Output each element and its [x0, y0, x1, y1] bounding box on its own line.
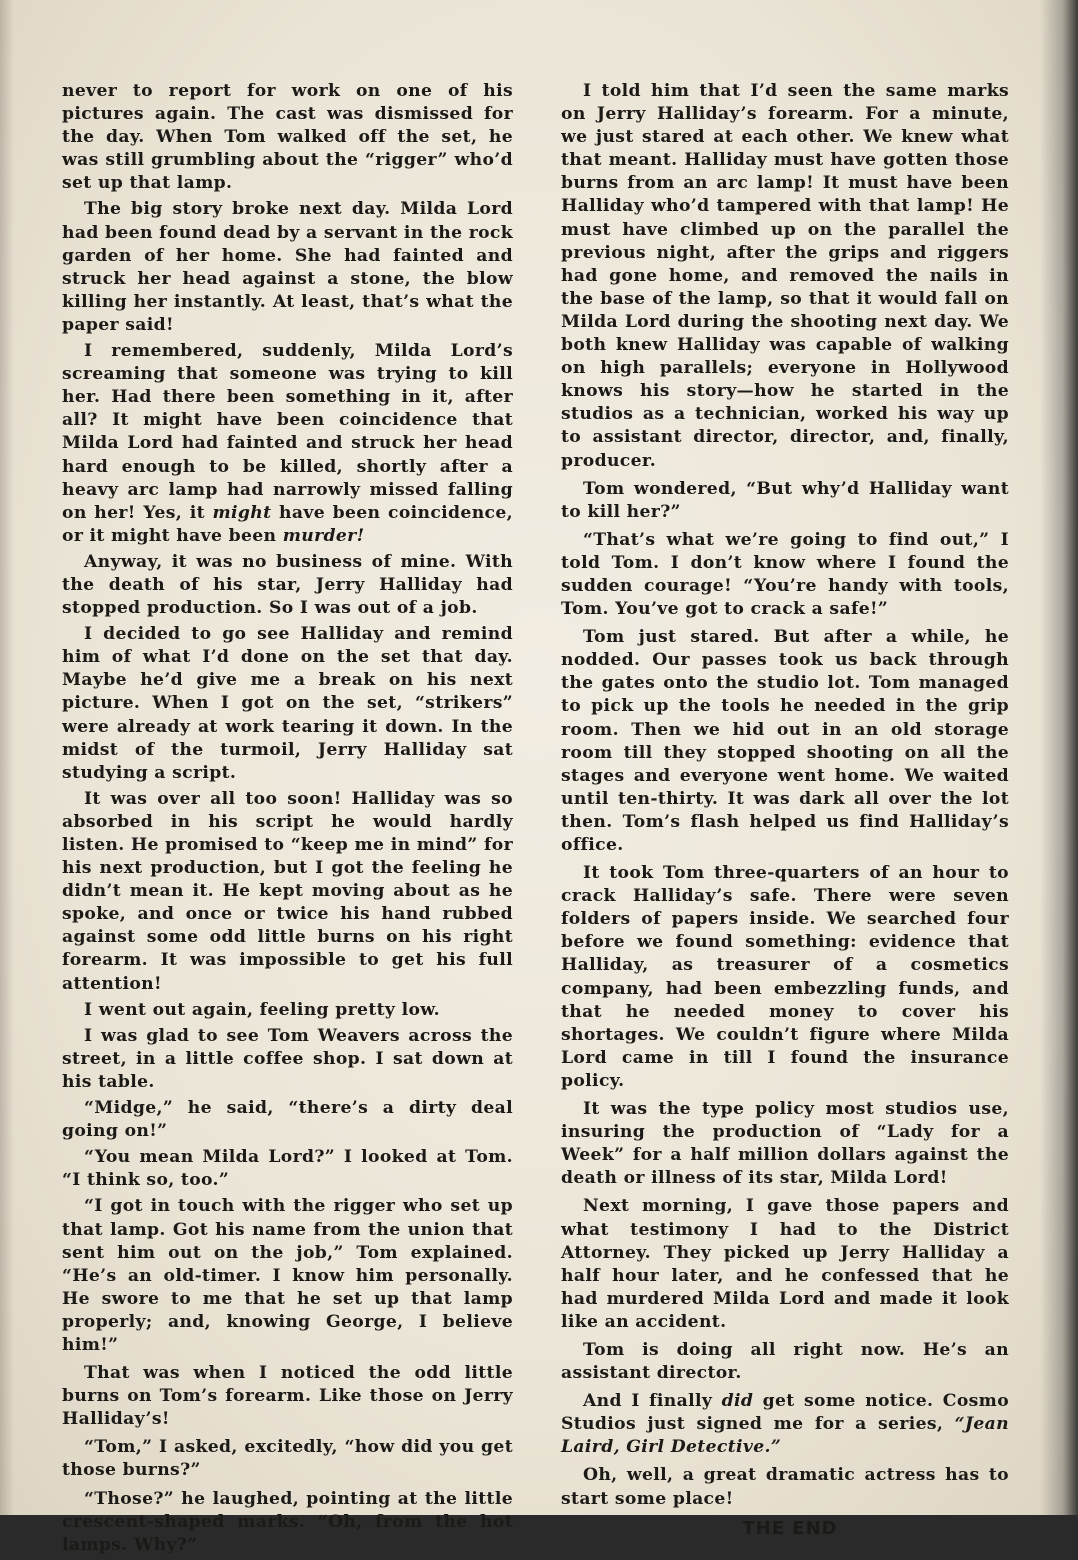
paragraph: Oh, well, a great dramatic actress has to start some place! [561, 1465, 1009, 1509]
italic-text: murder! [282, 525, 365, 546]
paragraph: Next morning, I gave those papers and what testimony I had to the District Attorney. They picked up Jerry Halliday a half hour later, and he confessed that he had murdered Milda Lord and made it look like an accident. [561, 1196, 1009, 1332]
text-column-right [561, 80, 1009, 1543]
paragraph: “You mean Milda Lord?” I looked at Tom. “I think so, too.” [62, 1147, 513, 1191]
paragraph: I decided to go see Halliday and remind him of what I’d done on the set that day. Maybe he’d give me a break on his next picture. When I got on the set, “strikers” were already at work tearing it down. In the midst of the turmoil, Jerry Halliday sat studying a script. [62, 624, 513, 783]
paragraph: I told him that I’d seen the same marks on Jerry Halliday’s forearm. For a minute, we just stared at each other. We knew what that meant. Halliday must have gotten those burns from an arc lamp! It must have been Halliday who’d tampered with that lamp! He must have climbed up on the parallel the previous night, after the grips and riggers had gone home, and removed the nails in the base of the lamp, so that it would fall on Milda Lord during the shooting next day. We both knew Halliday was capable of walking on high parallels; everyone in Hollywood knows his story—how he started in the studios as a technician, worked his way up to assistant director, director, and, finally, producer. [561, 81, 1009, 471]
paragraph: Tom just stared. But after a while, he nodded. Our passes took us back through the gates onto the studio lot. Tom managed to pick up the tools he needed in the grip room. Then we hid out in an old storage room till they stopped shooting on all the stages and everyone went home. We waited until ten-thirty. It was dark all over the lot then. Tom’s flash helped us find Halliday’s office. [561, 627, 1009, 855]
paragraph: “I got in touch with the rigger who set up that lamp. Got his name from the union that sent him out on the job,” Tom explained. “He’s an old-timer. I know him personally. He swore to me that he set up that lamp properly; and, knowing George, I believe him!” [62, 1196, 513, 1355]
paragraph: I was glad to see Tom Weavers across the street, in a little coffee shop. I sat down at his table. [62, 1025, 513, 1092]
paragraph: Tom wondered, “But why’d Halliday want to kill her?” [561, 478, 1009, 522]
text-run: And I finally [583, 1391, 722, 1412]
paragraph: “Tom,” I asked, excitedly, “how did you get those burns?” [62, 1437, 513, 1481]
text-run: get some notice. Cosmo Studios just signed me for a series, [561, 1391, 1010, 1435]
paragraph: “Those?” he laughed, pointing at the little crescent-shaped marks. “Oh, from the hot lamps. Why?” [62, 1488, 513, 1555]
page-edge-shadow-left [0, 0, 14, 1515]
paragraph: It was the type policy most studios use, insuring the production of “Lady for a Week” for a half million dollars against the death or illness of its star, Milda Lord! [561, 1099, 1009, 1189]
paragraph [561, 1390, 1009, 1459]
text-run: I remembered, suddenly, Milda Lord’s screaming that someone was trying to kill her. Had there been something in it, after all? It might have been coincidence that Milda Lord had fainted and struck her head hard enough to be killed, shortly after a heavy arc lamp had narrowly missed falling on her! Yes, it [62, 341, 513, 523]
italic-text: did [721, 1391, 754, 1412]
paragraph: It took Tom three-quarters of an hour to crack Halliday’s safe. There were seven folders of papers inside. We searched four before we found something: evidence that Halliday, as treasurer of a cosmetics company, had been embezzling funds, and that he needed money to cover his shortages. We couldn’t figure where Milda Lord came in till I found the insurance policy. [561, 863, 1009, 1091]
paragraph: never to report for work on one of his pictures again. The cast was dismissed for the day. When Tom walked off the set, he was still grumbling about the “rigger” who’d set up that lamp. [62, 81, 513, 194]
paragraph: “That’s what we’re going to find out,” I told Tom. I don’t know where I found the sudden courage! “You’re handy with tools, Tom. You’ve got to crack a safe!” [561, 529, 1009, 620]
text-run: have been coincidence, or it might have been [62, 502, 513, 546]
paragraph: Tom is doing all right now. He’s an assistant director. [561, 1339, 1009, 1384]
page-edge-shadow-right [1040, 0, 1078, 1515]
text-column-left [62, 80, 513, 1560]
paragraph [62, 340, 513, 548]
paragraph: The big story broke next day. Milda Lord had been found dead by a servant in the rock garden of her home. She had fainted and struck her head against a stone, the blow killing her instantly. At least, that’s what the paper said! [62, 199, 513, 335]
paragraph: I went out again, feeling pretty low. [84, 999, 441, 1020]
paragraph: That was when I noticed the odd little burns on Tom’s forearm. Like those on Jerry Halliday’s! [62, 1363, 513, 1430]
paragraph: “Midge,” he said, “there’s a dirty deal going on!” [62, 1098, 513, 1142]
italic-text: might [212, 502, 272, 523]
the-end-marker: THE END [742, 1517, 838, 1539]
paragraph: Anyway, it was no business of mine. With the death of his star, Jerry Halliday had stopped production. So I was out of a job. [62, 551, 513, 619]
italic-text: “Jean Laird, Girl Detective.” [561, 1414, 1009, 1458]
paragraph: It was over all too soon! Halliday was so absorbed in his script he would hardly listen. He promised to “keep me in mind” for his next production, but I got the feeling he didn’t mean it. He kept moving about as he spoke, and once or twice his hand rubbed against some odd little burns on his right forearm. It was impossible to get his full attention! [62, 788, 513, 994]
